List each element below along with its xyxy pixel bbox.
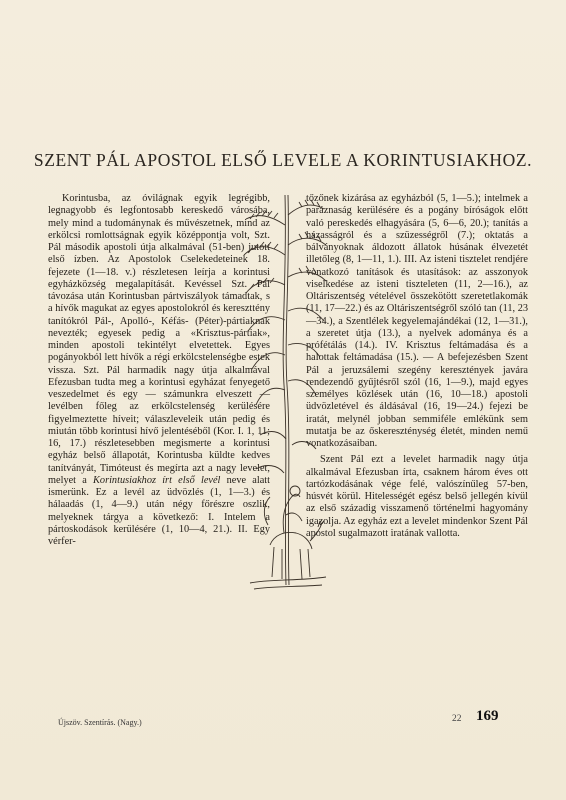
left-paragraph: [48, 193, 270, 548]
right-paragraph-2: Szent Pál ezt a levelet harmadik nagy útja alkalmával Efezusban írta, csaknem három éves ott tartózkodásának vége felé, valószínűleg 57-ben, húsvét körül. Hitelességét egész belső jellegén kívül az első századig visszamenő történelmi hagyomány igazolja. Az egyház ezt a levelet mindenkor Szent Pál apostol sugalmazott iratának vallotta.: [306, 454, 528, 539]
left-italic-title: Korintusiakhoz írt első levél: [93, 474, 221, 486]
footer-source: Újszöv. Szentírás. (Nagy.): [58, 718, 142, 727]
page-title: SZENT PÁL APOSTOL ELSŐ LEVELE A KORINTUSIAKHOZ.: [33, 150, 533, 170]
footer-sheet-number: 22: [452, 714, 462, 724]
page-number: 169: [476, 708, 499, 724]
right-paragraph-1: tőzőnek kizárása az egyházból (5, 1—5.); intelmek a paráznaság kerülésére és a pogány bíróságok előtt való pereskedés elhagyására (5, 6—6, 20.); tanítás a házasságról és a szüzességről (7.); oktatás a bálványoknak áldozott állatok húsának élvezetét illetőleg (8, 1—11, 1.). III. Az isteni tisztelet rendjére vonatkozó tanítások és utasítások: az asszonyok viselkedése az isteni tiszteleten (11, 2—16.), az Oltáriszentség vételével összekötött szeretetlakomák (11, 17—22.) és az Oltáriszentségről szóló tan (11, 23—34.), a Szentlélek kegyelemajándékai (12, 1—31.), a szeretet útja (13.), a nyelvek adománya és a prófétálás (14.). IV. Krisztus feltámadása és a halottak feltámadása (15.). — A befejezésben Szent Pál a jeruzsálemi szegény keresztények javára rendezendő gyűjtésről szól (16, 1—9.), majd egyes személyes közlések után (16, 10—18.) apostoli üdvözletével és áldásával (16, 19—24.) fejezi be iratát, melynél jobban semmiféle emlékünk sem mutatja be az őskereszténység életét, minden nemű vonatkozásaiban.: [306, 193, 528, 449]
right-column: [306, 193, 528, 540]
left-text-part1: Korintusba, az óvilágnak egyik legrégibb, legnagyobb és legfontosabb kereskedő városába, mely mind a tudománynak és művészetnek, mind az erkölcsi romlottságnak egyik középpontja volt, Szt. Pál második apostoli útja alkalmával (51-ben) jutott első ízben. Az Apostolok Cselekedeteinek 18. fejezete (1—18. v.) részletesen leírja a korintusi egyházközség megalapítását. Kevéssel Szt. Pál távozása után Korintusban pártviszályok támadtak, s a hívők magukat az egyes apostolokról és kereszttény tanítókról Pál-, Apolló-, Kéfás- (Péter)-pártiaknak nevezték; egyesek pedig a «Krisztus-pártiak», minden apostoli tekintélyt elvetettek. Egyes pogányokból lett hívők a régi erkölcstelenségbe estek vissza. Szt. Pál harmadik nagy útja alkalmával Efezusban tudta meg a korintusi egyházat fenyegető veszedelmet és egy — számunkra elveszett — levélben főleg az erkölcstelenség kerülésére figyelmeztette híveit; válaszleveleik után pedig és miután több korintusi hívő jelentéséből (Kor. I. 1, 11; 16, 17.) részletesebben megismerte a korintusi egyház belső állapotát, Korintusba küldte kedves tanítványát, Timóteust és megírta azt a nagy levelet, melyet a: [48, 193, 270, 486]
left-text-part2: neve alatt ismerünk. Ez a levél az üdvözlés (1, 1—3.) és hálaadás (1, 4—9.) után négy főrészre oszlik, melyeknek tárgya a következő: I. Intelem a pártoskodások kerülésére (1, 10—4, 21.). II. Egy vérfer-: [48, 474, 271, 547]
left-column: [48, 193, 270, 548]
